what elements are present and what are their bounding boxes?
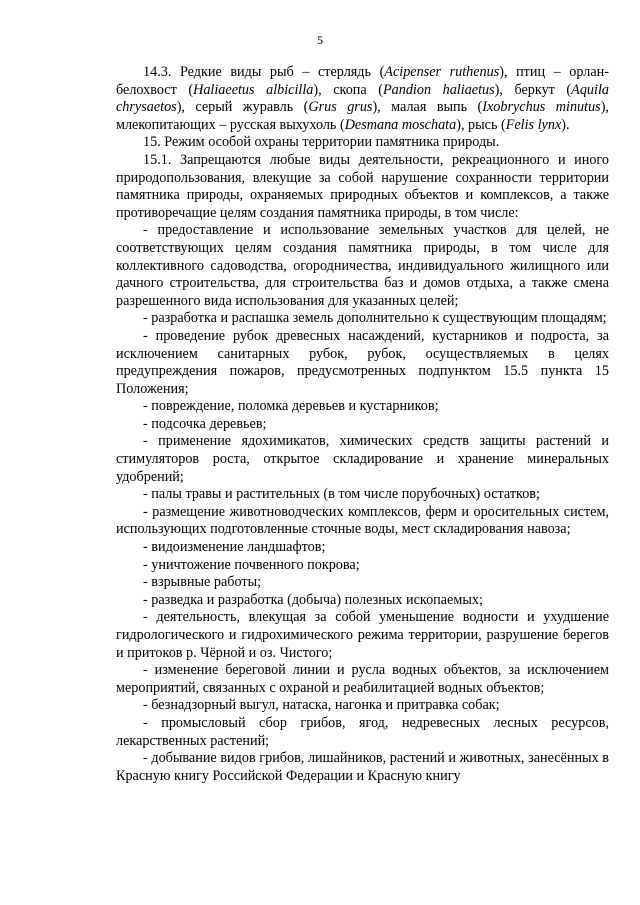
paragraph-item-16	[116, 715, 609, 750]
paragraph-item-5	[116, 416, 609, 434]
paragraph-item-9	[116, 539, 609, 557]
text-run: ), птиц – орлан-белохвост (	[116, 64, 609, 98]
text-run: - изменение береговой линии и русла водных объектов, за исключением мероприятий, связанных с охраной и реабилитацией водных объектов;	[116, 662, 609, 696]
text-run: 15. Режим особой охраны территории памятника природы.	[143, 134, 500, 151]
paragraph-item-17	[116, 750, 609, 785]
text-run: - промысловый сбор грибов, ягод, недревесных лесных ресурсов, лекарственных растений;	[116, 714, 609, 749]
latin-species-name: Haliaeetus albicilla	[193, 81, 314, 98]
text-run: ).	[561, 116, 570, 133]
paragraph-item-10	[116, 557, 609, 575]
text-run: - уничтожение почвенного покрова;	[143, 556, 360, 573]
text-run: 15.1. Запрещаются любые виды деятельности, рекреационного и иного природопользования, влекущие за собой нарушение сохранности территории памятника природы, охраняемых природных объектов и комплексов, а также противоречащие целям создания памятника природы, в том числе:	[116, 151, 609, 221]
paragraph-item-7	[116, 486, 609, 504]
page-number: 5	[317, 33, 323, 47]
latin-species-name: Acipenser ruthenus	[384, 64, 500, 80]
text-run: ), рысь (	[456, 116, 506, 133]
latin-species-name: Ixobrychus minutus	[482, 99, 601, 116]
paragraph-item-6	[116, 433, 609, 486]
text-run: ), серый журавль (	[176, 99, 309, 116]
text-run: - разработка и распашка земель дополнительно к существующим площадям;	[143, 310, 607, 327]
paragraph-item-13	[116, 609, 609, 662]
text-run: ), беркут (	[494, 81, 572, 98]
paragraph-item-8	[116, 504, 609, 539]
text-run: - проведение рубок древесных насаждений, кустарников и подроста, за исключением санитарных рубок, рубок, осуществляемых в целях предупреждения пожаров, предусмотренных подпунктом 15.5 пункта 15 Положения;	[116, 327, 609, 397]
paragraph-item-14	[116, 662, 609, 697]
latin-species-name: Pandion haliaetus	[382, 81, 495, 98]
text-run: - подсочка деревьев;	[143, 415, 267, 432]
paragraph-p15-1	[116, 152, 609, 222]
text-run: - добывание видов грибов, лишайников, растений и животных, занесённых в Красную книгу Российской Федерации и Красную книгу	[116, 750, 609, 784]
text-run: - безнадзорный выгул, натаска, нагонка и притравка собак;	[143, 697, 500, 714]
latin-species-name: Grus grus	[308, 99, 373, 116]
text-run: - предоставление и использование земельных участков для целей, не соответствующих целям создания памятника природы, в том числе для коллективного садоводства, огородничества, индивидуального жилищного или дачного строительства, для строительства баз и домов отдыха, а также смена разрешенного вида использования для указанных целей;	[116, 222, 609, 309]
latin-species-name: Desmana moschata	[344, 116, 457, 133]
text-run: - размещение животноводческих комплексов, ферм и оросительных систем, использующих подготовленные сточные воды, мест складирования навоза;	[116, 503, 609, 538]
document-body	[116, 64, 609, 785]
paragraph-item-15	[116, 697, 609, 715]
paragraph-item-3	[116, 328, 609, 398]
text-run: - применение ядохимикатов, химических средств защиты растений и стимуляторов роста, открытое складирование и хранение минеральных удобрений;	[116, 433, 609, 485]
paragraph-item-1	[116, 222, 609, 310]
text-run: ), скопа (	[313, 81, 383, 98]
text-run: - повреждение, поломка деревьев и кустарников;	[143, 398, 439, 415]
latin-species-name: Felis lynx	[505, 116, 562, 133]
text-run: ), млекопитающих – русская выхухоль (	[116, 99, 609, 133]
text-run: - взрывные работы;	[143, 574, 262, 591]
latin-species-name: Aquila chrysaetos	[116, 81, 610, 116]
paragraph-p14-3	[116, 64, 609, 134]
text-run: 14.3. Редкие виды рыб – стерлядь (	[143, 64, 385, 80]
paragraph-item-2	[116, 310, 609, 328]
paragraph-p15	[116, 134, 609, 152]
paragraph-item-12	[116, 592, 609, 610]
text-run: - деятельность, влекущая за собой уменьшение водности и ухудшение гидрологического и гидрохимического режима территории, разрушение берегов и притоков р. Чёрной и оз. Чистого;	[116, 609, 609, 661]
text-run: - палы травы и растительных (в том числе порубочных) остатков;	[143, 486, 540, 503]
paragraph-item-4	[116, 398, 609, 416]
paragraph-item-11	[116, 574, 609, 592]
text-run: ), малая выпь (	[372, 99, 483, 116]
text-run: - разведка и разработка (добыча) полезных ископаемых;	[143, 591, 483, 608]
text-run: - видоизменение ландшафтов;	[143, 539, 326, 556]
